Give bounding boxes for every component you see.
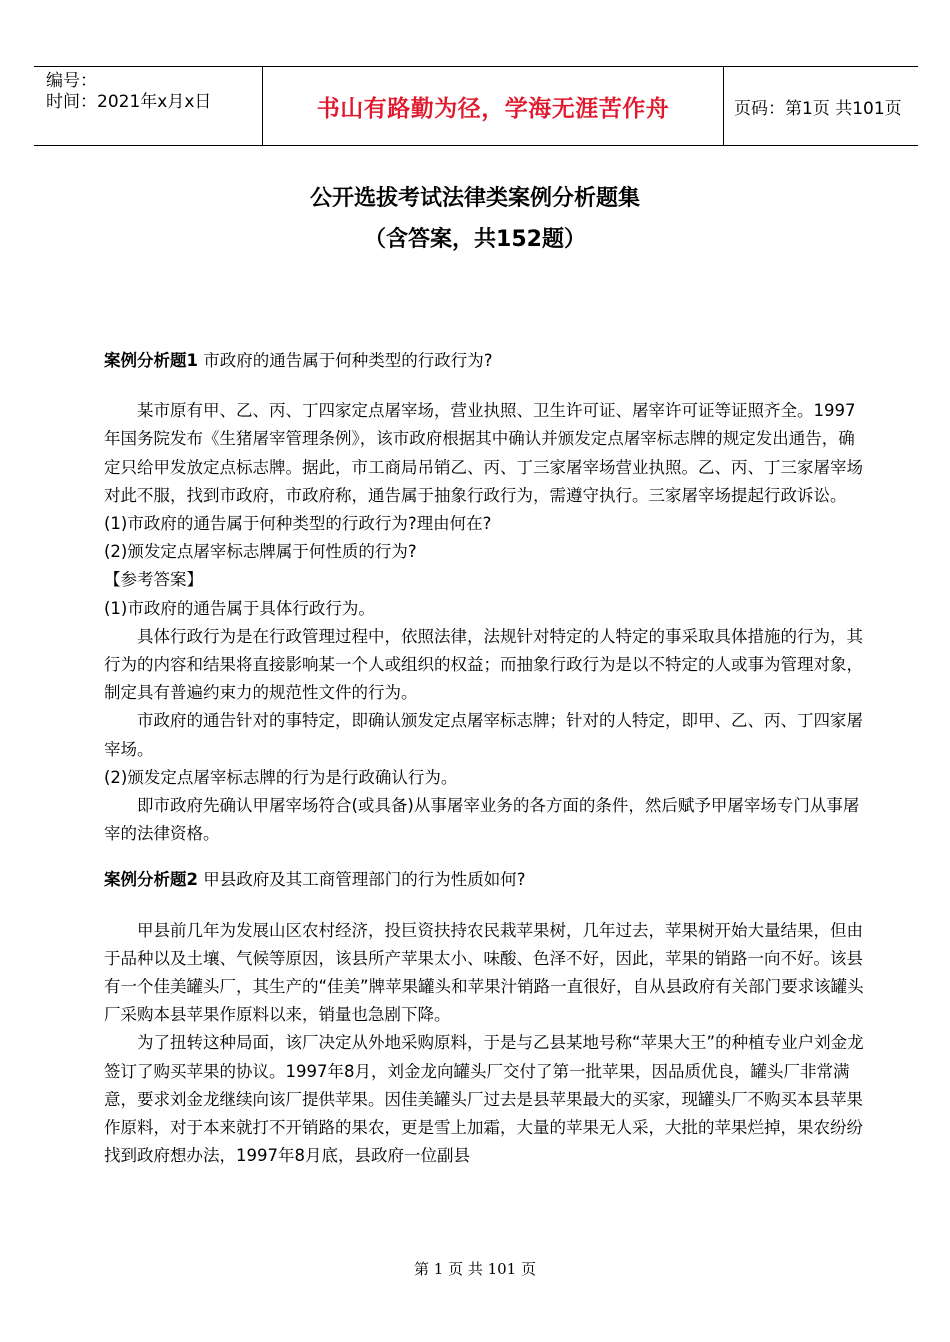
- case1-answer-1-detail: 市政府的通告针对的事特定，即确认颁发定点屠宰标志牌；针对的人特定，即甲、乙、丙、丁四家屠宰场。: [104, 711, 863, 759]
- case1-subquestion-2: (2)颁发定点屠宰标志牌属于何性质的行为?: [104, 542, 417, 562]
- case1-question: 市政府的通告属于何种类型的行政行为?: [197, 351, 493, 370]
- case1-answer-1: (1)市政府的通告属于具体行政行为。: [104, 598, 375, 618]
- case1-answer-2-explanation: 即市政府先确认甲屠宰场符合(或具备)从事屠宰业务的各方面的条件，然后赋予甲屠宰场专门从事屠宰的法律资格。: [104, 796, 860, 844]
- case1-subquestion-1: (1)市政府的通告属于何种类型的行政行为?理由何在?: [104, 514, 492, 534]
- case2-question: 甲县政府及其工商管理部门的行为性质如何?: [197, 870, 526, 890]
- case2-paragraph-2: 为了扭转这种局面，该厂决定从外地采购原料，于是与乙县某地号称“苹果大王”的种植专业户刘金龙签订了购买苹果的协议。1997年8月，刘金龙向罐头厂交付了第一批苹果，因品质优良，罐头厂非常满意，要求刘金龙继续向该厂提供苹果。因佳美罐头厂过去是县苹果最大的买家，现罐头厂不购买本县苹果作原料，对于本来就打不开销路的果农，更是雪上加霜，大量的苹果无人采，大批的苹果烂掉，果农纷纷找到政府想办法，1997年8月底，县政府一位副县: [104, 1033, 864, 1166]
- document-subtitle: （含答案，共152题）: [364, 227, 586, 252]
- document-title: 公开选拔考试法律类案例分析题集: [309, 186, 640, 211]
- header-meta: [46, 71, 261, 113]
- case1-heading: 案例分析题1: [104, 351, 198, 370]
- case1-answer-1-explanation: 具体行政行为是在行政管理过程中，依照法律，法规针对特定的人特定的事采取具体措施的行为，其行为的内容和结果将直接影响某一个人或组织的权益；而抽象行政行为是以不特定的人或事为管理对象，制定具有普遍约束力的规范性文件的行为。: [104, 626, 863, 703]
- page-footer: 第 1 页 共 101 页: [413, 1260, 536, 1278]
- case2-heading-line: [104, 866, 864, 894]
- document-body: [104, 347, 864, 1170]
- page-info-text: 页码：第1页 共101页: [734, 98, 902, 119]
- case1-heading-line: [104, 347, 864, 375]
- document-header: [34, 66, 918, 146]
- time-label: 时间：2021年x月x日: [46, 92, 212, 112]
- case2-heading: 案例分析题2: [104, 870, 198, 890]
- case1-paragraph: 某市原有甲、乙、丙、丁四家定点屠宰场，营业执照、卫生许可证、屠宰许可证等证照齐全。1997年国务院发布《生猪屠宰管理条例》，该市政府根据其中确认并颁发定点屠宰标志牌的规定发出通告，确定只给甲发放定点标志牌。据此，市工商局吊销乙、丙、丁三家屠宰场营业执照。乙、丙、丁三家屠宰场对此不服，找到市政府，市政府称，通告属于抽象行政行为，需遵守执行。三家屠宰场提起行政诉讼。: [104, 401, 863, 505]
- case2-paragraph-1: 甲县前几年为发展山区农村经济，投巨资扶持农民栽苹果树，几年过去，苹果树开始大量结果，但由于品种以及土壤、气候等原因，该县所产苹果太小、味酸、色泽不好，因此，苹果的销路一向不好。该县有一个佳美罐头厂，其生产的“佳美”牌苹果罐头和苹果汁销路一直很好，自从县政府有关部门要求该罐头厂采购本县苹果作原料以来，销量也急剧下降。: [104, 920, 864, 1025]
- header-page-info: [734, 67, 902, 145]
- serial-number-label: 编号：: [46, 71, 97, 91]
- case1-answer-2: (2)颁发定点屠宰标志牌的行为是行政确认行为。: [104, 767, 458, 787]
- header-motto-cell: [262, 67, 724, 145]
- motto-text: 书山有路勤为径，学海无涯苦作舟: [316, 95, 670, 122]
- case1-answer-label: 【参考答案】: [104, 570, 203, 590]
